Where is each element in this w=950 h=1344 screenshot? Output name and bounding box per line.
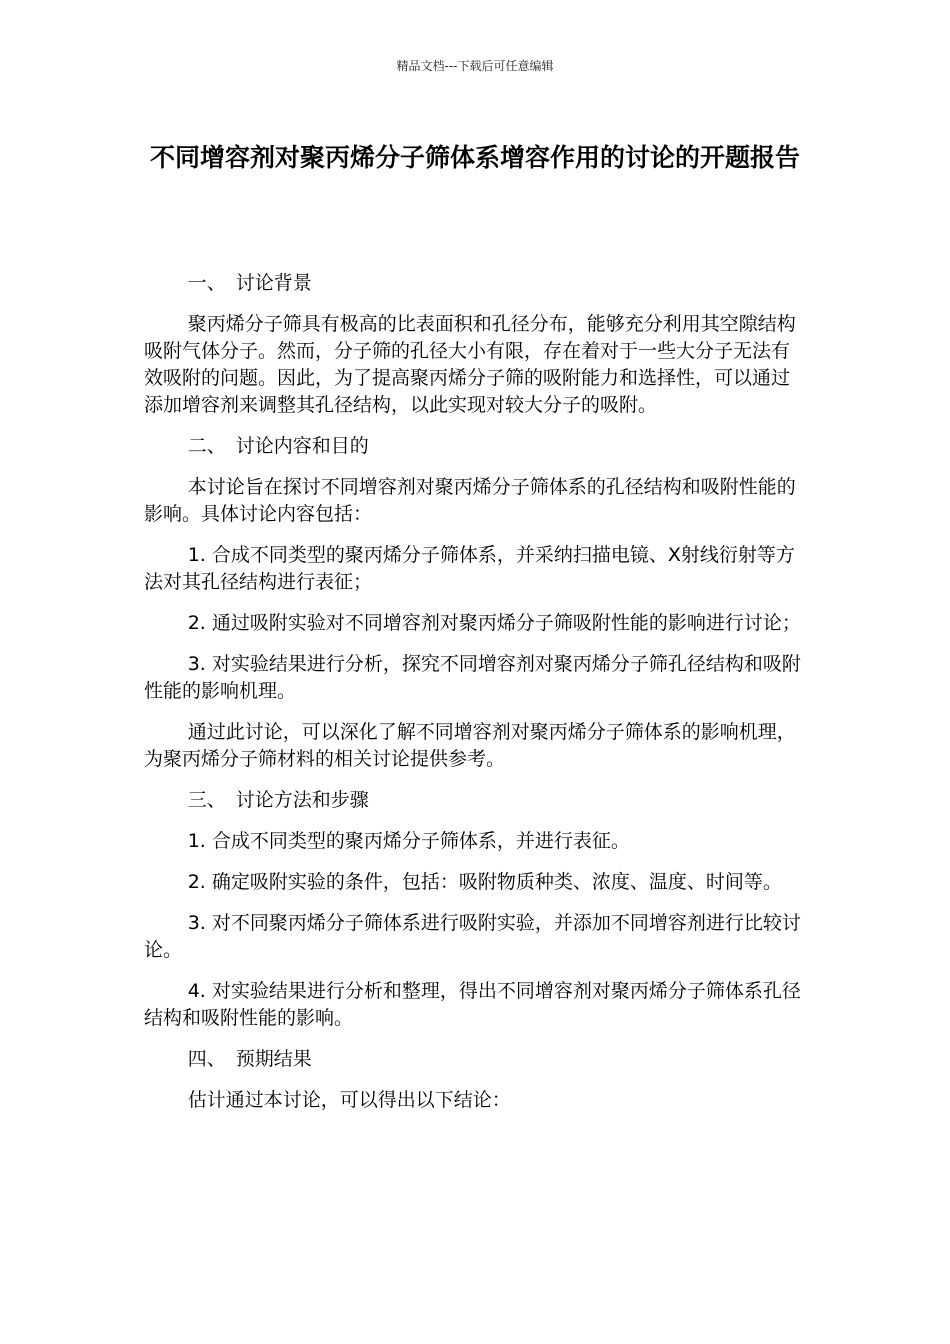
list-item: 1. 合成不同类型的聚丙烯分子筛体系，并进行表征。 xyxy=(187,830,630,852)
section-heading-text: 讨论背景 xyxy=(235,272,312,294)
list-item: 3. 对实验结果进行分析，探究不同增容剂对聚丙烯分子筛孔径结构和吸附性能的影响机理。 xyxy=(144,653,801,702)
list-item: 1. 合成不同类型的聚丙烯分子筛体系，并采纳扫描电镜、X射线衍射等方法对其孔径结构进行表征； xyxy=(144,544,795,593)
list-item: 2. 确定吸附实验的条件，包括：吸附物质种类、浓度、温度、时间等。 xyxy=(187,871,782,893)
section-heading xyxy=(144,1046,804,1073)
section-heading-text: 讨论内容和目的 xyxy=(235,435,369,457)
section-number: 四、 xyxy=(187,1048,226,1070)
paragraph: 聚丙烯分子筛具有极高的比表面积和孔径分布，能够充分利用其空隙结构吸附气体分子。然而，分子筛的孔径大小有限，存在着对于一些大分子无法有效吸附的问题。因此，为了提高聚丙烯分子筛的吸附能力和选择性，可以通过添加增容剂来调整其孔径结构，以此实现对较大分子的吸附。 xyxy=(144,313,796,416)
paragraph: 估计通过本讨论，可以得出以下结论： xyxy=(187,1089,511,1111)
list-item: 2. 通过吸附实验对不同增容剂对聚丙烯分子筛吸附性能的影响进行讨论； xyxy=(187,612,801,634)
section-heading xyxy=(144,270,804,297)
section-heading-text: 讨论方法和步骤 xyxy=(235,789,369,811)
paragraph: 通过此讨论，可以深化了解不同增容剂对聚丙烯分子筛体系的影响机理，为聚丙烯分子筛材料的相关讨论提供参考。 xyxy=(144,721,796,770)
section-number: 一、 xyxy=(187,272,226,294)
section-heading xyxy=(144,787,804,814)
header-watermark: 精品文档---下载后可任意编辑 xyxy=(396,59,554,73)
document-title: 不同增容剂对聚丙烯分子筛体系增容作用的讨论的开题报告 xyxy=(149,143,800,172)
section-heading-text: 预期结果 xyxy=(235,1048,312,1070)
section-number: 二、 xyxy=(187,435,226,457)
list-item: 3. 对不同聚丙烯分子筛体系进行吸附实验，并添加不同增容剂进行比较讨论。 xyxy=(144,912,801,961)
list-item: 4. 对实验结果进行分析和整理，得出不同增容剂对聚丙烯分子筛体系孔径结构和吸附性能的影响。 xyxy=(144,980,801,1029)
section-number: 三、 xyxy=(187,789,226,811)
document-body xyxy=(144,270,804,1128)
paragraph: 本讨论旨在探讨不同增容剂对聚丙烯分子筛体系的孔径结构和吸附性能的影响。具体讨论内容包括： xyxy=(144,476,796,525)
section-heading xyxy=(144,433,804,460)
